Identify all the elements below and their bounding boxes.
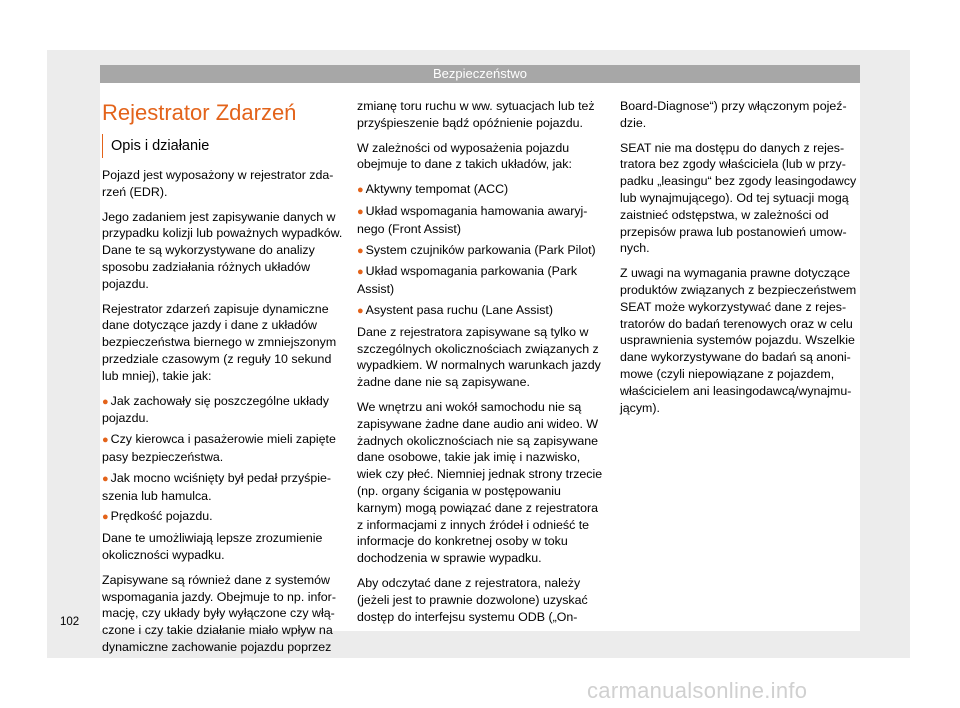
bullet-text: Czy kierowca i pasażerowie mieli zapięte pasy bezpieczeństwa. (102, 432, 336, 464)
bullet-item (102, 431, 350, 466)
text-column-2 (357, 98, 605, 633)
text-column-1 (102, 167, 350, 664)
bullet-item (357, 263, 605, 298)
paragraph: SEAT nie ma dostępu do danych z rejestratora bez zgody właściciela (lub w przypadku „leasingu“ bez zgody leasingodawcy lub wynajmującego). Od tej sytuacji mogą zaistnieć odstępstwa, w zależności od przepisów prawa lub postanowień umownych. (620, 140, 857, 256)
paragraph: We wnętrzu ani wokół samochodu nie są zapisywane żadne dane audio ani wideo. W żadnych okolicznościach nie są zapisywane dane osobowe, takie jak imię i nazwisko, wiek czy płeć. Niemniej jednak strony trzecie (np. organy ścigania w postępowaniu karnym) mogą powiązać dane z rejestratora z informacjami z innych źródeł i odnieść te informacje do konkretnej osoby w toku dochodzenia w sprawie wypadku. (357, 399, 603, 566)
paragraph: Rejestrator zdarzeń zapisuje dynamiczne dane dotyczące jazdy i dane z układów bezpieczeństwa biernego w zmniejszonym przedziale czasowym (z reguły 10 sekund lub mniej), takie jak: (102, 301, 337, 383)
bullet-item (102, 470, 350, 505)
watermark: carmanualsonline.info (587, 678, 808, 703)
bullet-item (102, 393, 350, 428)
bullet-text: Prędkość pojazdu. (110, 509, 213, 524)
bullet-dot-icon: ● (102, 434, 109, 447)
bullet-dot-icon: ● (357, 304, 364, 317)
bullet-text: System czujników parkowania (Park Pilot) (365, 242, 596, 257)
bullet-item (357, 302, 605, 320)
paragraph: W zależności od wyposażenia pojazdu obejmuje to dane z takich układów, jak: (357, 140, 572, 172)
bullet-item (357, 203, 605, 238)
bullet-item (102, 508, 350, 526)
bullet-item (357, 181, 605, 199)
bullet-text: Układ wspomagania parkowania (Park Assist) (357, 264, 578, 297)
paragraph: Jego zadaniem jest zapisywanie danych w przypadku kolizji lub poważnych wypadków. Dane te są wykorzystywane do analizy sposobu zadziałania różnych układów pojazdu. (102, 209, 343, 291)
paragraph: zmianę toru ruchu w ww. sytuacjach lub też przyśpieszenie bądź opóźnienie pojazdu. (357, 99, 595, 130)
subtitle: Opis i działanie (111, 138, 210, 154)
bullet-dot-icon: ● (102, 472, 109, 485)
bullet-item (357, 242, 605, 260)
page-title: Rejestrator Zdarzeń (102, 100, 297, 125)
bullet-dot-icon: ● (357, 205, 364, 218)
section-header: Bezpieczeństwo (100, 65, 860, 83)
bullet-text: Asystent pasa ruchu (Lane Assist) (365, 302, 553, 317)
paragraph: Board-Diagnose“) przy włączonym pojeździe. (620, 99, 847, 130)
bullet-text: Aktywny tempomat (ACC) (365, 182, 509, 197)
bullet-text: Jak mocno wciśnięty był pedał przyśpieszenia lub hamulca. (102, 470, 332, 503)
paragraph: Dane te umożliwiają lepsze zrozumienie okoliczności wypadku. (102, 531, 323, 562)
paragraph: Aby odczytać dane z rejestratora, należy (jeżeli jest to prawnie dozwolone) uzyskać dostęp do interfejsu systemu ODB („On- (357, 575, 588, 624)
text-column-3 (620, 98, 868, 424)
subtitle-block (102, 134, 209, 158)
bullet-text: Układ wspomagania hamowania awaryjnego (Front Assist) (357, 203, 588, 236)
bullet-dot-icon: ● (102, 511, 109, 524)
paragraph: Z uwagi na wymagania prawne dotyczące produktów związanych z bezpieczeństwem SEAT może wykorzystywać dane z rejestratorów do badań terenowych oraz w celu usprawnienia systemów pojazdu. Wszelkie dane wykorzystywane do badań są anonimowe (czyli niepowiązane z pojazdem, właścicielem ani leasingodawcą/wynajmującym). (620, 266, 857, 415)
paragraph: Zapisywane są również dane z systemów wspomagania jazdy. Obejmuje to np. informację, czy układy były wyłączone czy włączone i czy takie działanie miało wpływ na dynamiczne zachowanie pojazdu poprzez (102, 572, 336, 654)
bullet-dot-icon: ● (357, 244, 364, 257)
paragraph: Dane z rejestratora zapisywane są tylko w szczególnych okolicznościach związanych z wypadkiem. W normalnych warunkach jazdy żadne dane nie są zapisywane. (357, 324, 601, 390)
page-number: 102 (60, 616, 80, 628)
bullet-text: Jak zachowały się poszczególne układy pojazdu. (102, 393, 329, 426)
bullet-dot-icon: ● (102, 395, 109, 408)
paragraph: Pojazd jest wyposażony w rejestrator zdarzeń (EDR). (102, 168, 334, 199)
bullet-dot-icon: ● (357, 184, 364, 197)
bullet-dot-icon: ● (357, 266, 364, 279)
